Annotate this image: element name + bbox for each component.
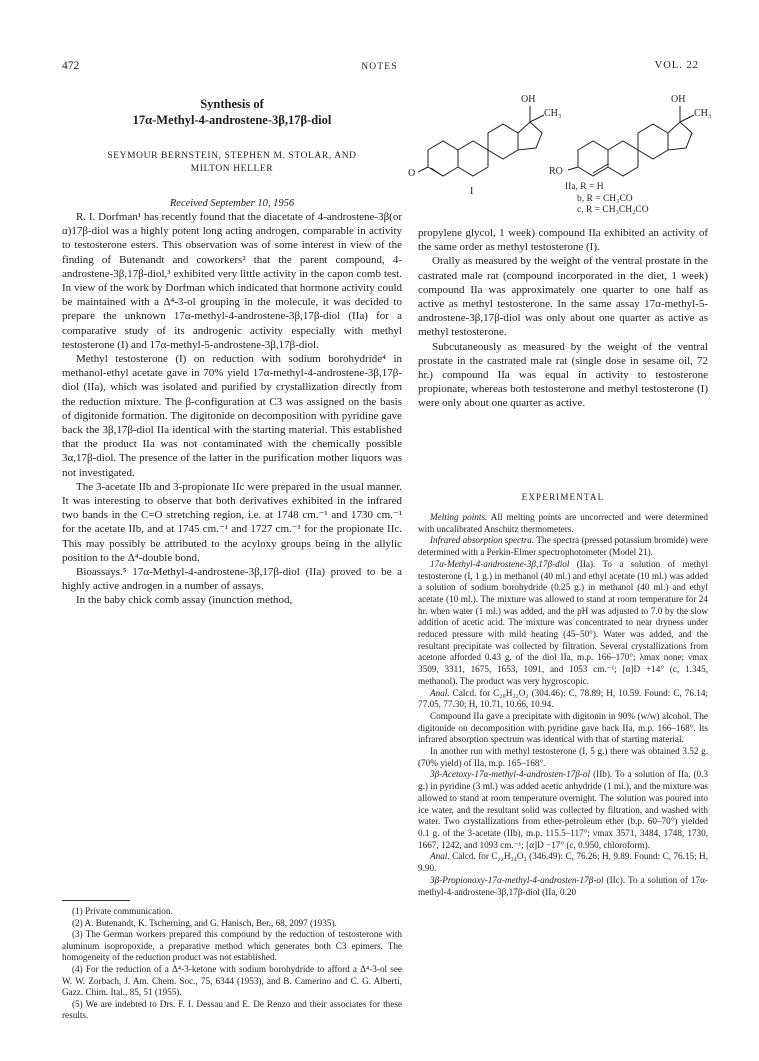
oh-label-2: OH	[671, 94, 686, 105]
paragraph: Methyl testosterone (I) on reduction with sodium borohydride⁴ in methanol-ethyl acetate gave in 70% yield 17α-methyl-4-androstene-3β,17β-diol (IIa), which was isolated and purified by crystallization directly from the reduction mixture. The β-configuration at C3 was assigned on the basis of digitonide formation. The digitonide on decomposition with pyridine gave back the 3β,17β-diol IIa identical with the starting material. This established that the product IIa was not contaminated with the chemically possible 3α,17β-diol. The presence of the latter in the purification mother liquors was not investigated.	[62, 353, 402, 479]
paragraph: propylene glycol, 1 week) compound IIa exhibited an activity of the same order as methyl testosterone (I).	[418, 227, 708, 254]
title-line-1: Synthesis of	[200, 97, 264, 111]
text: All melting points are uncorrected and were determined with uncalibrated Anschütz thermometers.	[418, 512, 708, 534]
title-line-2: 17α-Methyl-4-androstene-3β,17β-diol	[132, 113, 332, 127]
right-column	[418, 226, 708, 411]
page-number: 472	[62, 60, 80, 72]
paragraph: In the baby chick comb assay (inunction method,	[76, 594, 293, 607]
lead: Anal.	[430, 851, 450, 862]
paragraph: The 3-acetate IIb and 3-propionate IIc were prepared in the usual manner. It was interesting to observe that both derivatives exhibited in the infrared two bands in the C=O stretching region, i.e. at 1748 cm.⁻¹ and 1730 cm.⁻¹ for the acetate IIb, and at 1745 cm.⁻¹ and 1727 cm.⁻¹ for the propionate IIc. This may possibly be attributed to the acyloxy groups being in the allylic position to the Δ⁴-double bond.	[62, 480, 402, 564]
footnote: (4) For the reduction of a Δ⁴-3-ketone with sodium borohydride to afford a Δ⁴-3-ol see W. W. Zorbach, J. Am. Chem. Soc., 75, 6344 (1953), and B. Camerino and C. G. Alberti, Gazz. Chim. Ital., 85, 51 (1955).	[62, 963, 402, 998]
text: (IIc). To a solution of 17α-methyl-4-androstene-3β,17β-diol (IIa, 0.20	[418, 874, 708, 897]
footnote: (1) Private communication.	[72, 906, 173, 916]
lead: 3β-Propionoxy-17α-methyl-4-androsten-17β-ol	[430, 874, 604, 885]
text: Calcd. for C₂₀H₃₂O₂ (304.46): C, 78.89; H, 10.59. Found: C, 76.14; 77.05, 77.30; H, 10.71, 10.66, 10.94.	[418, 687, 708, 710]
ch3-label-1: CH₃	[544, 108, 562, 119]
running-head: NOTES	[361, 62, 398, 72]
structure-caption-1: I	[470, 186, 474, 197]
lead: Infrared absorption spectra.	[430, 535, 535, 546]
volume-label: VOL. 22	[654, 60, 699, 71]
paragraph: Orally as measured by the weight of the ventral prostate in the castrated male rat (compound incorporated in the diet, 1 week) compound IIa was approximately one quarter to one half as active as methyl testosterone. In the same assay 17α-methyl-5-androstene-3β,17β-diol was only about one quarter as active as methyl testosterone.	[418, 255, 708, 339]
left-column	[62, 210, 402, 608]
text: In another run with methyl testosterone (I, 5 g.) there was obtained 3.52 g. (70% yield) of IIa, m.p. 165–168°.	[418, 746, 708, 768]
authors-line-1: SEYMOUR BERNSTEIN, STEPHEN M. STOLAR, AND	[107, 151, 357, 161]
experimental-heading: EXPERIMENTAL	[521, 492, 605, 502]
o-label: O	[408, 168, 416, 179]
footnote-rule	[62, 900, 130, 901]
text: Compound IIa gave a precipitate with digitonin in 90% (w/w) alcohol. The digitonide on decomposition with pyridine gave back IIa, m.p. 166–168°. Its infrared absorption spectrum was identical with that of starting material.	[418, 710, 708, 745]
caption-2c: c, R = CH₃CH₂CO	[577, 205, 649, 215]
authors	[62, 150, 402, 176]
text: (IIa). To a solution of methyl testosterone (I, 1 g.) in methanol (40 ml.) and ethyl acetate (10 ml.) was added a solution of sodium borohydride (0.25 g.) in methanol (40 ml.) and ethyl acetate (10 ml.). The mixture was allowed to stand at room temperature for 24 hr. when water (1 ml.) was added, and the pH was adjusted to 7.0 by the slow addition of acetic acid. The mixture was concentrated to near dryness under reduced pressure with mild heating (45–50°). Water was added, and the resultant precipitate was collected by filtration. Several crystallizations from acetone afforded 0.43 g. of the diol IIa, m.p. 166–170°; λmax none; νmax 3509, 3311, 1675, 1653, 1091, and 1053 cm.⁻¹; [α]D +14° (c, 1.345, methanol). The product was very hygroscopic.	[418, 558, 708, 686]
caption-2b: b, R = CH₃CO	[577, 193, 633, 204]
text: (IIb). To a solution of IIa, (0.3 g.) in pyridine (3 ml.) was added acetic anhydride (1 ml.), and the mixture was allowed to stand at room temperature overnight. The solution was poured into ice water, and the resultant solid was collected by filtration, and washed with water. Two crystallizations from ether-petroleum ether (b.p. 60–70°) yielded 0.1 g. of the 3-acetate (IIb), m.p. 115.5–117°; νmax 3571, 3484, 1748, 1730, 1667, 1242, and 1093 cm.⁻¹; [α]D −17° (c, 0.950, chloroform).	[418, 769, 708, 850]
footnote: (5) We are indebted to Drs. F. I. Dessau and E. De Renzo and their associates for these results.	[62, 998, 402, 1021]
experimental-section	[418, 512, 708, 898]
ro-label: RO	[549, 166, 563, 177]
lead: 17α-Methyl-4-androstene-3β,17β-diol	[430, 558, 570, 569]
lead: Anal.	[430, 687, 450, 698]
steroid-structures-figure	[408, 90, 712, 220]
ch3-label-2: CH₃	[694, 108, 712, 119]
text: The spectra (pressed potassium bromide) were determined with a Perkin-Elmer spectrophotometer (Model 21).	[418, 535, 708, 558]
text: Calcd. for C₂₂H₃₄O₃ (346.49): C, 76.26; H, 9.89. Found: C, 76.15; H, 9.90.	[418, 851, 708, 874]
lead: 3β-Acetoxy-17α-methyl-4-androsten-17β-ol	[430, 769, 591, 780]
authors-line-2: MILTON HELLER	[190, 164, 274, 174]
caption-2a: IIa, R = H	[565, 182, 604, 192]
footnotes	[62, 906, 402, 1022]
oh-label-1: OH	[521, 94, 536, 105]
paragraph: Subcutaneously as measured by the weight of the ventral prostate in the castrated male rat (single dose in sesame oil, 72 hr.) compound IIa was equal in activity to testosterone propionate, whereas both testosterone and methyl testosterone (I) were only about one quarter as active.	[418, 340, 708, 410]
paragraph: R. I. Dorfman¹ has recently found that the diacetate of 4-androstene-3β(or α)17β-diol was a highly potent long acting androgen, comparable in activity to testosterone esters. This observation was of some interest in view of the finding of Butenandt and coworkers² that the parent compound, 4-androstene-3β,17β-diol,³ exhibited very little activity in the capon comb test. In view of the work by Dorfman which indicated that hormone activity could be maintained with a Δ⁴-3-ol grouping in the molecule, it was decided to prepare the unknown 17α-methyl-4-androstene-3β,17β-diol (IIa) for a comparative study of its androgenic activity especially with methyl testosterone (I) and 17α-methyl-5-androstene-3β,17β-diol.	[62, 211, 402, 351]
received-date: Received September 10, 1956	[169, 198, 295, 209]
title-block	[62, 96, 402, 209]
lead: Melting points.	[430, 512, 488, 522]
paragraph: Bioassays.⁵ 17α-Methyl-4-androstene-3β,17β-diol (IIa) proved to be a highly active androgen in a number of assays.	[62, 566, 402, 593]
footnote: (3) The German workers prepared this compound by the reduction of testosterone with aluminum isopropoxide, a preparative method which generates both C3 epimers. The homogeneity of the reduction product was not established.	[62, 929, 402, 963]
footnote: (2) A. Butenandt, K. Tscherning, and G. Hanisch, Ber., 68, 2097 (1935).	[72, 917, 337, 928]
structure-caption-2	[565, 182, 649, 217]
